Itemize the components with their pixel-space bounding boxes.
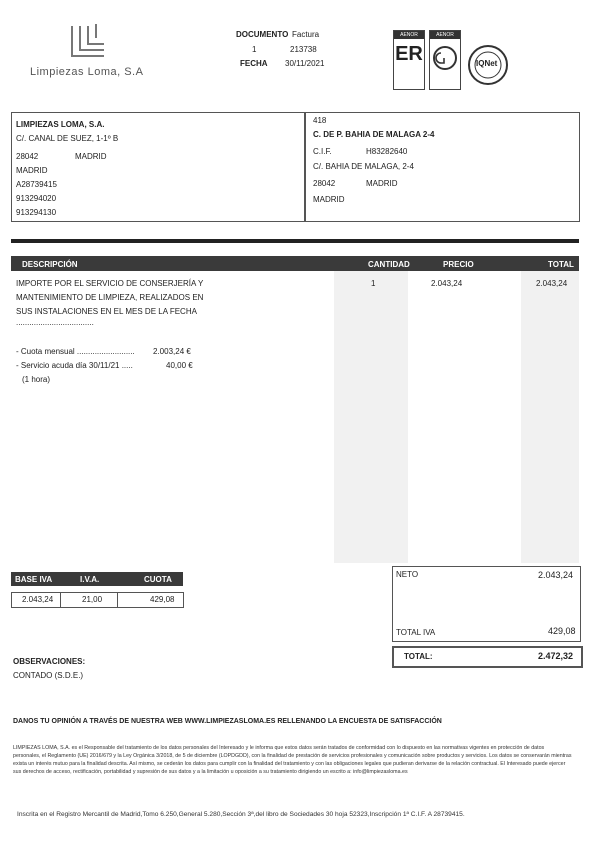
value-fecha: 30/11/2021 [285, 59, 325, 68]
observaciones-label: OBSERVACIONES: [13, 657, 86, 666]
client-zip: 28042 [313, 179, 336, 188]
iqnet-text: IQNet [476, 59, 498, 68]
issuer-city: MADRID [75, 152, 107, 161]
header-cantidad: CANTIDAD [368, 260, 410, 269]
client-street: C/. BAHIA DE MALAGA, 2-4 [313, 162, 414, 171]
er-text: ER [395, 43, 423, 65]
item-servicio: - Servicio acuda día 30/11/21 ..... [16, 361, 133, 370]
aenor-label: AENOR [394, 31, 424, 39]
row-price: 2.043,24 [431, 279, 463, 288]
client-name: C. DE P. BAHIA DE MALAGA 2-4 [313, 130, 435, 139]
issuer-phone1: 913294020 [16, 194, 57, 203]
neto-label: NETO [396, 570, 419, 579]
desc-line-3: SUS INSTALACIONES EN EL MES DE LA FECHA [16, 307, 197, 316]
aenor-er-mark [393, 30, 425, 90]
client-cif: H83282640 [366, 147, 408, 156]
ga-seal-icon [430, 43, 460, 73]
desc-line-1: IMPORTE POR EL SERVICIO DE CONSERJERÍA Y [16, 279, 204, 288]
grand-total-value: 2.472,32 [538, 651, 574, 661]
client-city: MADRID [366, 179, 398, 188]
tax-divider-2 [117, 592, 118, 607]
client-province: MADRID [313, 195, 345, 204]
neto-value: 2.043,24 [538, 570, 574, 580]
doc-number: 213738 [290, 45, 317, 54]
heavy-divider [11, 239, 579, 243]
issuer-name: LIMPIEZAS LOMA, S.A. [16, 120, 105, 129]
item-cuota: - Cuota mensual .......................... [16, 347, 135, 356]
issuer-phone2: 913294130 [16, 208, 57, 217]
iqnet-mark [467, 44, 509, 86]
item-servicio-sub: (1 hora) [22, 375, 51, 384]
label-fecha: FECHA [240, 59, 268, 68]
issuer-province: MADRID [16, 166, 48, 175]
header-precio: PRECIO [443, 260, 474, 269]
tax-iva: 21,00 [82, 595, 103, 604]
tax-header-cuota: CUOTA [144, 575, 172, 584]
desc-line-2: MANTENIMIENTO DE LIMPIEZA, REALIZADOS EN [16, 293, 204, 302]
issuer-street: C/. CANAL DE SUEZ, 1-1º B [16, 134, 119, 143]
total-column [521, 271, 579, 563]
tax-header-iva: I.V.A. [80, 575, 100, 584]
legal-text: LIMPIEZAS LOMA, S.A. es el Responsable del tratamiento de los datos personales del Interesado y le informa que estos datos serán tratados de conformidad con lo dispuesto en las normativas vigentes en protección de datos personales, el Reglamento (UE) 2016/679 y la Ley Orgánica 3/2018, de 5 de diciembre (LOPDGDD), con la finalidad de prestación de servicios profesionales y comunicación sobre productos y servicios. Los datos se conservarán mientras exista un interés mutuo para la finalidad descrita. Así mismo, se cederán los datos para cumplir con la finalidad del tratamiento y con las obligaciones legales que pudieran derivarse de la relación contractual. El Interesado puede ejercer sus derechos de acceso, rectificación, portabilidad y supresión de sus datos y a la limitación u oposición a su tratamiento dirigiendo un escrito a: info@limpiezasloma.es [13, 745, 572, 775]
tax-header-base: BASE IVA [15, 575, 53, 584]
issuer-cif: A28739415 [16, 180, 57, 189]
tax-cuota: 429,08 [150, 595, 175, 604]
grand-total-label: TOTAL: [404, 652, 433, 661]
aenor-label-2: AENOR [430, 31, 460, 39]
company-logo [64, 22, 114, 66]
tax-base: 2.043,24 [22, 595, 54, 604]
company-logo-text: Limpiezas Loma, S.A [30, 66, 144, 78]
item-cuota-value: 2.003,24 € [153, 347, 191, 356]
items-header [11, 256, 579, 271]
header-total: TOTAL [548, 260, 574, 269]
label-documento: DOCUMENTO [236, 30, 289, 39]
aenor-ga-mark [429, 30, 461, 90]
row-quantity: 1 [371, 279, 376, 288]
header-descripcion: DESCRIPCIÓN [22, 260, 78, 269]
doc-series: 1 [252, 45, 257, 54]
registry-text: Inscrita en el Registro Mercantil de Madrid,Tomo 6.250,General 5.280,Sección 3ª,del libro de Sociedades 30 hoja 52323,Inscripción 1ª C.I.F. A 28739415. [17, 811, 465, 818]
observaciones-value: CONTADO (S.D.E.) [13, 671, 84, 680]
desc-line-4: ................................... [16, 318, 94, 327]
iva-total-value: 429,08 [548, 626, 576, 636]
tax-divider-1 [60, 592, 61, 607]
issuer-zip: 28042 [16, 152, 39, 161]
client-code: 418 [313, 116, 327, 125]
item-servicio-value: 40,00 € [166, 361, 193, 370]
value-documento: Factura [292, 30, 320, 39]
iva-total-label: TOTAL IVA [396, 628, 436, 637]
client-cif-label: C.I.F. [313, 147, 332, 156]
qty-column [334, 271, 408, 563]
logo-mark-icon [64, 22, 114, 66]
row-total: 2.043,24 [536, 279, 568, 288]
survey-text: DANOS TU OPINIÓN A TRAVÉS DE NUESTRA WEB WWW.LIMPIEZASLOMA.ES RELLENANDO LA ENCUESTA DE SATISFACCIÓN [13, 718, 442, 725]
